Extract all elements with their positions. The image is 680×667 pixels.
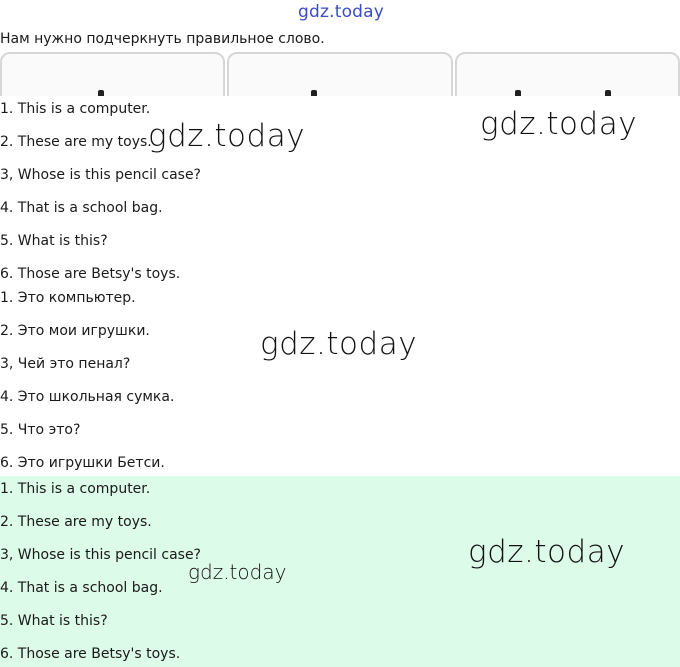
solution-tabs (0, 52, 680, 96)
list-item: 1. Это компьютер. (0, 290, 136, 306)
list-item: 2. These are my toys. (0, 134, 152, 150)
list-item: 4. That is a school bag. (0, 580, 163, 596)
list-item: 2. Это мои игрушки. (0, 323, 150, 339)
site-logo[interactable]: gdz.today (298, 2, 385, 22)
list-item: 4. That is a school bag. (0, 200, 163, 216)
list-item: 3, Whose is this pencil case? (0, 547, 201, 563)
russian-translation-block (0, 286, 680, 476)
list-item: 1. This is a computer. (0, 481, 151, 497)
watermark: gdz.today (480, 106, 638, 142)
task-instruction: Нам нужно подчеркнуть правильное слово. (0, 31, 325, 47)
list-item: 3, Чей это пенал? (0, 356, 131, 372)
list-item: 6. Those are Betsy's toys. (0, 266, 181, 282)
list-item: 3, Whose is this pencil case? (0, 167, 201, 183)
tab-2[interactable] (227, 52, 452, 96)
watermark: gdz.today (468, 534, 626, 570)
list-item: 1. This is a computer. (0, 101, 151, 117)
list-item: 5. Что это? (0, 422, 81, 438)
watermark: gdz.today (148, 118, 306, 154)
list-item: 2. These are my toys. (0, 514, 152, 530)
watermark: gdz.today (188, 560, 287, 584)
answer-block-highlighted (0, 476, 680, 667)
english-sentences-block (0, 96, 680, 286)
list-item: 4. Это школьная сумка. (0, 389, 175, 405)
watermark: gdz.today (260, 326, 418, 362)
list-item: 6. Those are Betsy's toys. (0, 646, 181, 662)
list-item: 5. What is this? (0, 233, 108, 249)
tab-3[interactable] (455, 52, 680, 96)
list-item: 6. Это игрушки Бетси. (0, 455, 165, 471)
list-item: 5. What is this? (0, 613, 108, 629)
tab-1[interactable] (0, 52, 225, 96)
